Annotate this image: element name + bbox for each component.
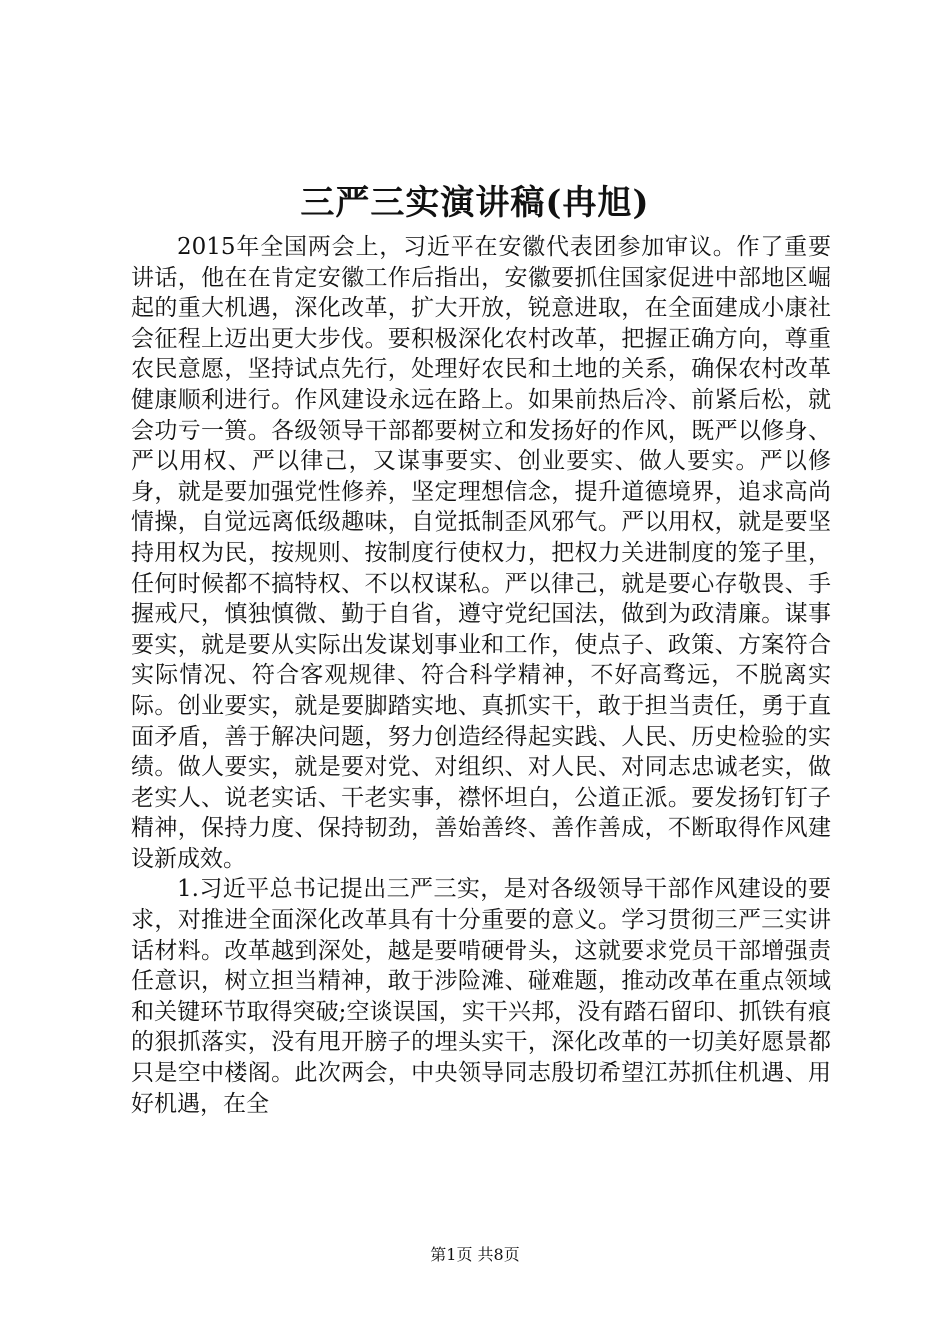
document-title: 三严三实演讲稿(冉旭) — [300, 183, 650, 223]
paragraph-1: 2015年全国两会上，习近平在安徽代表团参加审议。作了重要讲话，他在在肯定安徽工作后指出，安徽要抓住国家促进中部地区崛起的重大机遇，深化改革，扩大开放，锐意进取，在全面建成小康社会征程上迈出更大步伐。要积极深化农村改革，把握正确方向，尊重农民意愿，坚持试点先行，处理好农民和土地的关系，确保农村改革健康顺利进行。作风建设永远在路上。如果前热后冷、前紧后松，就会功亏一篑。各级领导干部都要树立和发扬好的作风，既严以修身、严以用权、严以律己，又谋事要实、创业要实、做人要实。严以修身，就是要加强党性修养，坚定理想信念，提升道德境界，追求高尚情操，自觉远离低级趣味，自觉抵制歪风邪气。严以用权，就是要坚持用权为民，按规则、按制度行使权力，把权力关进制度的笼子里，任何时候都不搞特权、不以权谋私。严以律己，就是要心存敬畏、手握戒尺，慎独慎微、勤于自省，遵守党纪国法，做到为政清廉。谋事要实，就是要从实际出发谋划事业和工作，使点子、政策、方案符合实际情况、符合客观规律、符合科学精神，不好高骛远，不脱离实际。创业要实，就是要脚踏实地、真抓实干，敢于担当责任，勇于直面矛盾，善于解决问题，努力创造经得起实践、人民、历史检验的实绩。做人要实，就是要对党、对组织、对人民、对同志忠诚老实，做老实人、说老实话、干老实事，襟怀坦白，公道正派。要发扬钉钉子精神，保持力度、保持韧劲，善始善终、善作善成，不断取得作风建设新成效。 — [131, 234, 831, 872]
document-body — [131, 232, 831, 1119]
paragraph-2: 1.习近平总书记提出三严三实，是对各级领导干部作风建设的要求，对推进全面深化改革具有十分重要的意义。学习贯彻三严三实讲话材料。改革越到深处，越是要啃硬骨头，这就要求党员干部增强责任意识，树立担当精神，敢于涉险滩、碰难题，推动改革在重点领域和关键环节取得突破;空谈误国，实干兴邦，没有踏石留印、抓铁有痕的狠抓落实，没有甩开膀子的埋头实干，深化改革的一切美好愿景都只是空中楼阁。此次两会，中央领导同志殷切希望江苏抓住机遇、用好机遇，在全 — [131, 876, 831, 1117]
page-footer: 第1页 共8页 — [430, 1245, 520, 1264]
